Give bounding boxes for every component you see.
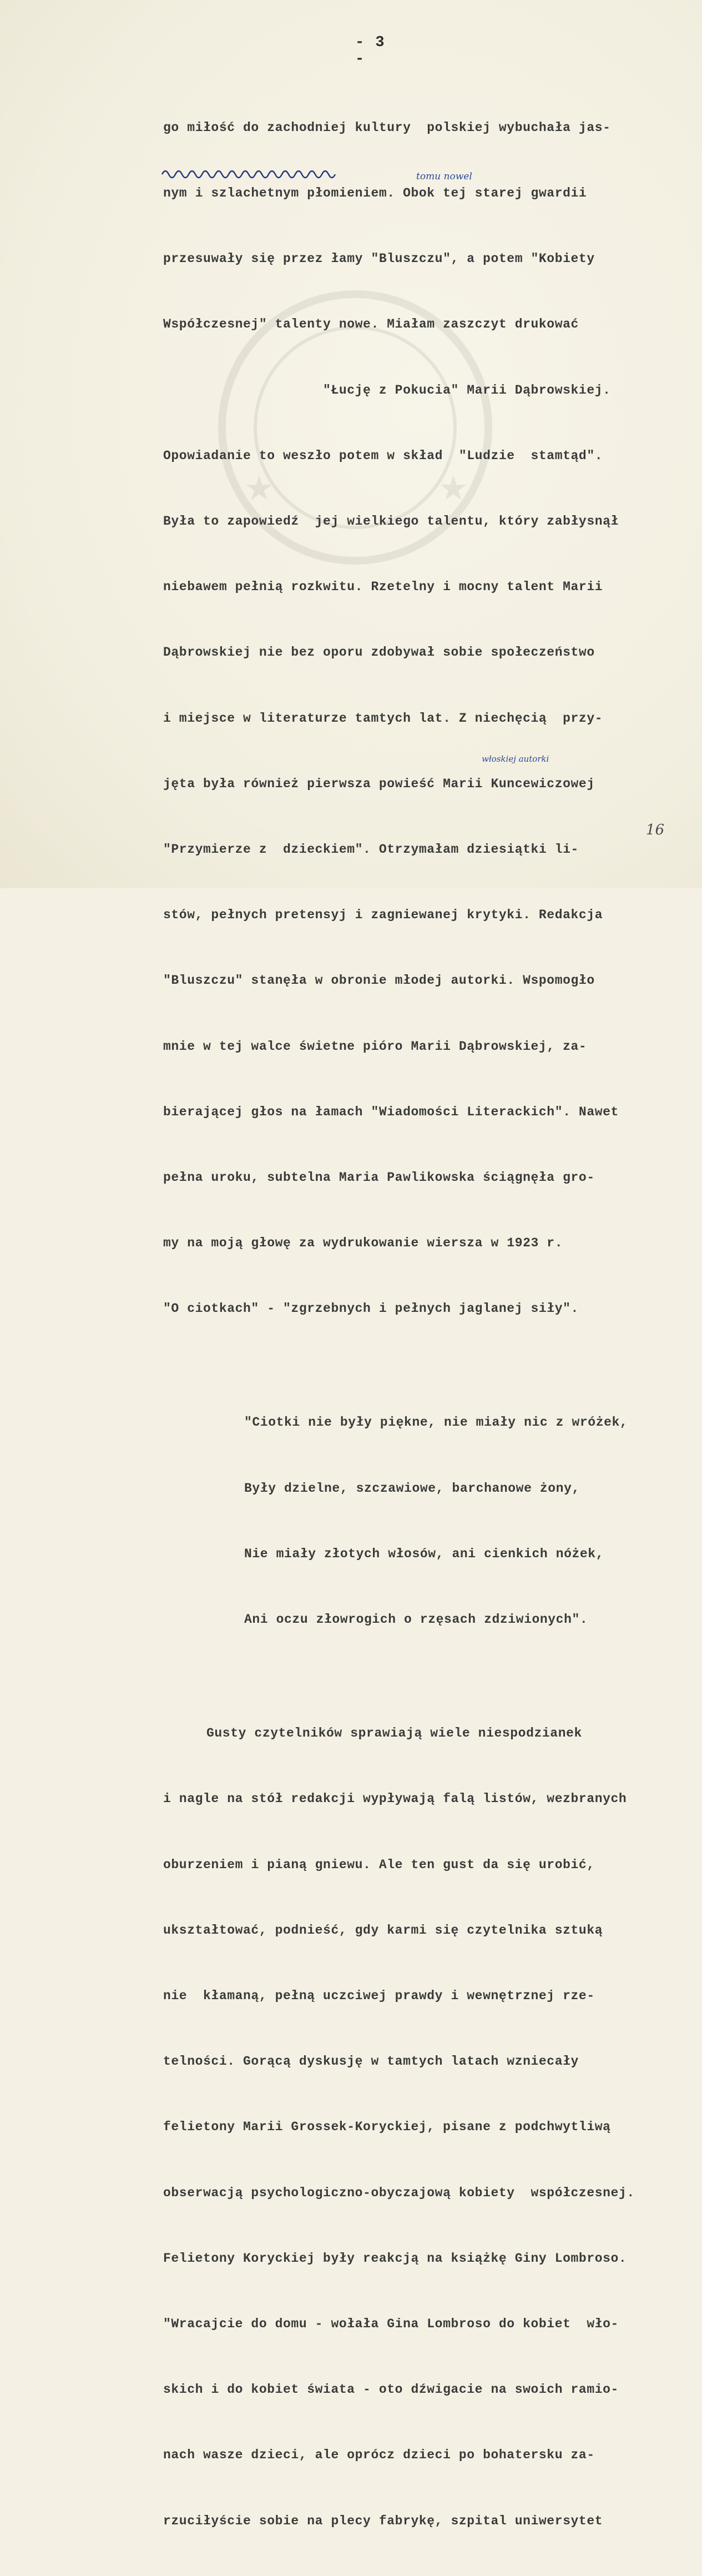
text-line: Opowiadanie to weszło potem w skład "Ludzie stamtąd". bbox=[163, 448, 603, 463]
text-line: Dąbrowskiej nie bez oporu zdobywał sobie społeczeństwo bbox=[163, 645, 595, 660]
text-line: go miłość do zachodniej kultury polskiej wybuchała jas- bbox=[163, 120, 611, 135]
corner-page-count: 16 bbox=[645, 822, 664, 838]
svg-text:★: ★ bbox=[244, 470, 274, 507]
text-line: stów, pełnych pretensyj i zagniewanej krytyki. Redakcja bbox=[163, 908, 603, 923]
page-number: - 3 - bbox=[355, 34, 386, 68]
text-line: Współczesnej" talenty nowe. Miałam zaszczyt drukować bbox=[163, 317, 579, 332]
text-line: nym i szlachetnym płomieniem. Obok tej starej gwardii bbox=[163, 186, 587, 201]
text-line: telności. Gorącą dyskusję w tamtych latach wzniecały bbox=[163, 2054, 579, 2069]
text-line: "Bluszczu" stanęła w obronie młodej autorki. Wspomogło bbox=[163, 973, 595, 988]
poem-line: Nie miały złotych włosów, ani cienkich nóżek, bbox=[244, 1546, 604, 1561]
text-line: mnie w tej walce świetne pióro Marii Dąbrowskiej, za- bbox=[163, 1039, 587, 1054]
svg-text:★: ★ bbox=[438, 470, 468, 507]
text-line: jęta była również pierwsza powieść Marii Kuncewiczowej bbox=[163, 776, 595, 791]
poem-line: "Ciotki nie były piękne, nie miały nic z wróżek, bbox=[244, 1415, 628, 1430]
poem-line: Ani oczu złowrogich o rzęsach zdziwionych". bbox=[244, 1612, 588, 1627]
text-line: "Przymierze z dzieckiem". Otrzymałam dziesiątki li- bbox=[163, 842, 579, 857]
text-line: felietony Marii Grossek-Koryckiej, pisane z podchwytliwą bbox=[163, 2120, 611, 2135]
text-line: Gusty czytelników sprawiają wiele niespodzianek bbox=[206, 1726, 582, 1741]
handwritten-note-wloskiej-autorki: włoskiej autorki bbox=[482, 754, 549, 764]
text-line: i miejsce w literaturze tamtych lat. Z niechęcią przy- bbox=[163, 711, 603, 726]
text-line: oburzeniem i pianą gniewu. Ale ten gust da się urobić, bbox=[163, 1857, 603, 1872]
text-line: nach wasze dzieci, ale oprócz dzieci po bohatersku za- bbox=[163, 2448, 595, 2463]
text-line: Felietony Koryckiej były reakcją na książkę Giny Lombroso. bbox=[163, 2251, 627, 2266]
text-line: obserwacją psychologiczno-obyczajową kobiety współczesnej. bbox=[163, 2185, 635, 2200]
text-line: "O ciotkach" - "zgrzebnych i pełnych jaglanej siły". bbox=[163, 1301, 579, 1316]
poem-line: Były dzielne, szczawiowe, barchanowe żony, bbox=[244, 1481, 580, 1496]
text-line: Była to zapowiedź jej wielkiego talentu, który zabłysnął bbox=[163, 514, 619, 529]
text-line: bierającej głos na łamach "Wiadomości Literackich". Nawet bbox=[163, 1104, 619, 1119]
text-line: pełna uroku, subtelna Maria Pawlikowska ściągnęła gro- bbox=[163, 1170, 595, 1185]
main-text bbox=[163, 73, 690, 2576]
text-line: "Łucję z Pokucia" Marii Dąbrowskiej. bbox=[163, 383, 611, 398]
text-line: nie kłamaną, pełną uczciwej prawdy i wewnętrznej rze- bbox=[163, 1988, 595, 2003]
pen-strikethrough bbox=[161, 167, 341, 179]
text-line: przesuwały się przez łamy "Bluszczu", a potem "Kobiety bbox=[163, 251, 595, 266]
text-line: ukształtować, podnieść, gdy karmi się czytelnika sztuką bbox=[163, 1923, 603, 1938]
handwritten-note-tomu-nowel: tomu nowel bbox=[416, 171, 472, 182]
text-line: skich i do kobiet świata - oto dźwigacie na swoich ramio- bbox=[163, 2382, 619, 2397]
text-line: rzuciłyście sobie na plecy fabrykę, szpital uniwersytet bbox=[163, 2513, 603, 2528]
text-line: "Wracajcie do domu - wołała Gina Lombroso do kobiet wło- bbox=[163, 2316, 619, 2331]
text-line: my na moją głowę za wydrukowanie wiersza w 1923 r. bbox=[163, 1236, 563, 1251]
text-line: i nagle na stół redakcji wypływają falą listów, wezbranych bbox=[163, 1792, 627, 1807]
text-line: niebawem pełnią rozkwitu. Rzetelny i mocny talent Marii bbox=[163, 580, 603, 595]
